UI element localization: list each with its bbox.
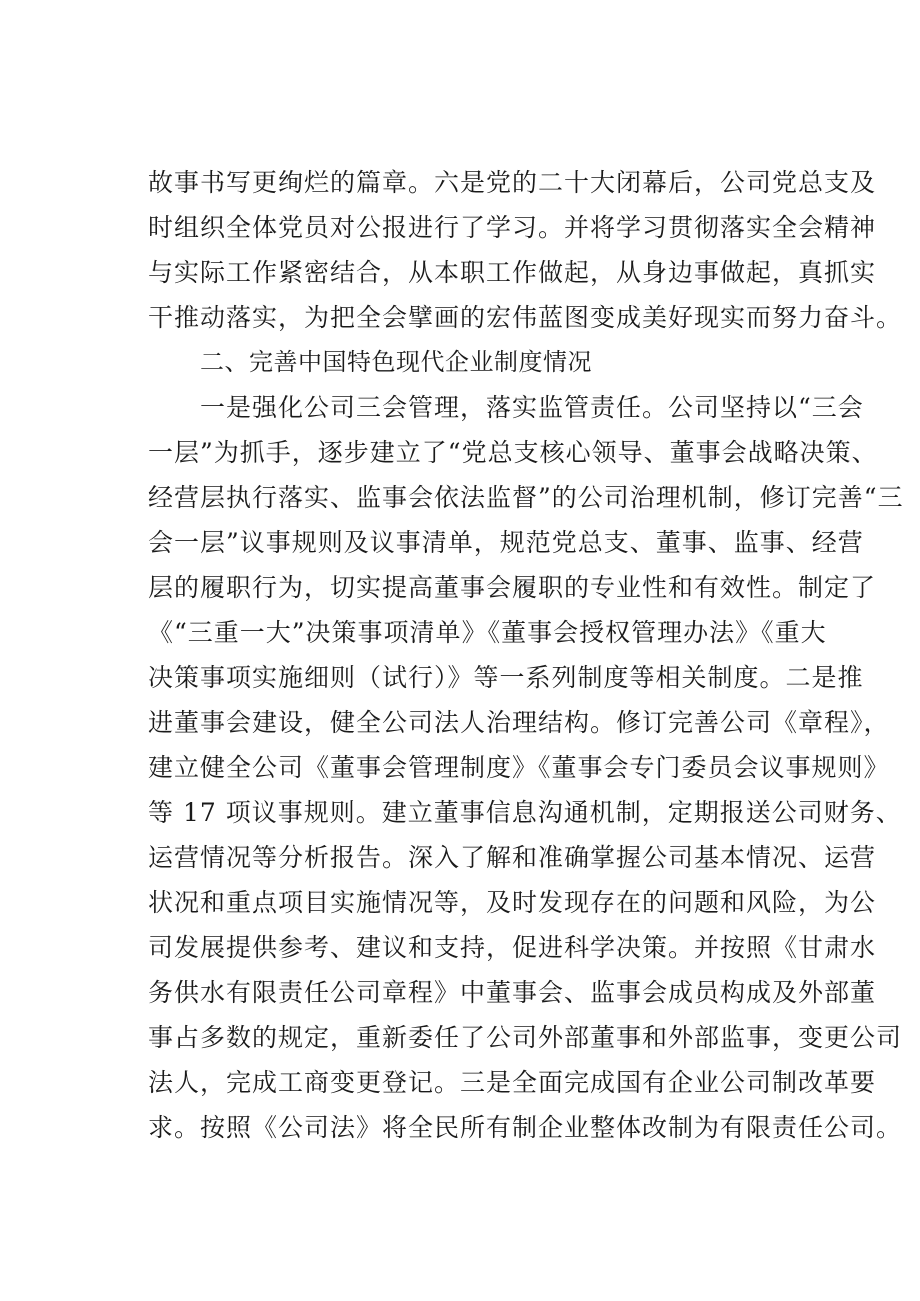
text-line: 进董事会建设，健全公司法人治理结构。修订完善公司《章程》， (148, 708, 890, 737)
text-line: 时组织全体党员对公报进行了学习。并将学习贯彻落实全会精神 (148, 213, 877, 242)
text-line: 一层”为抓手，逐步建立了“党总支核心领导、董事会战略决策、 (148, 438, 878, 467)
paragraph-corporate-governance (148, 385, 904, 1150)
text-line: 司发展提供参考、建议和支持，促进科学决策。并按照《甘肃水 (148, 933, 877, 962)
text-line: 状况和重点项目实施情况等，及时发现存在的问题和风险，为公 (148, 888, 877, 917)
text-line: 《“三重一大”决策事项清单》《董事会授权管理办法》《重大 (148, 618, 827, 647)
document-body (148, 160, 904, 1150)
text-line: 建立健全公司《董事会管理制度》《董事会专门委员会议事规则》 (148, 753, 890, 782)
text-line: 会一层”议事规则及议事清单，规范党总支、董事、监事、经营 (148, 528, 864, 557)
text-line: 等 17 项议事规则。建立董事信息沟通机制，定期报送公司财务、 (148, 798, 902, 827)
text-line: 一是强化公司三会管理，落实监管责任。公司坚持以“三会 (200, 393, 864, 422)
text-line: 运营情况等分析报告。深入了解和准确掌握公司基本情况、运营 (148, 843, 877, 872)
text-line: 干推动落实，为把全会擘画的宏伟蓝图变成美好现实而努力奋斗。 (148, 303, 903, 332)
paragraph-continuation (148, 160, 903, 340)
section-heading: 二、完善中国特色现代企业制度情况 (200, 348, 592, 376)
text-line: 故事书写更绚烂的篇章。六是党的二十大闭幕后，公司党总支及 (148, 168, 877, 197)
text-line: 经营层执行落实、监事会依法监督”的公司治理机制，修订完善“三 (148, 483, 904, 512)
text-line: 与实际工作紧密结合，从本职工作做起，从身边事做起，真抓实 (148, 258, 877, 287)
text-line: 层的履职行为，切实提高董事会履职的专业性和有效性。制定了 (148, 573, 877, 602)
text-line: 求。按照《公司法》将全民所有制企业整体改制为有限责任公司。 (148, 1113, 903, 1142)
text-line: 事占多数的规定，重新委任了公司外部董事和外部监事，变更公司 (148, 1023, 903, 1052)
text-line: 决策事项实施细则（试行）》等一系列制度等相关制度。二是推 (148, 663, 864, 692)
text-line: 法人，完成工商变更登记。三是全面完成国有企业公司制改革要 (148, 1068, 877, 1097)
text-line: 务供水有限责任公司章程》中董事会、监事会成员构成及外部董 (148, 978, 877, 1007)
